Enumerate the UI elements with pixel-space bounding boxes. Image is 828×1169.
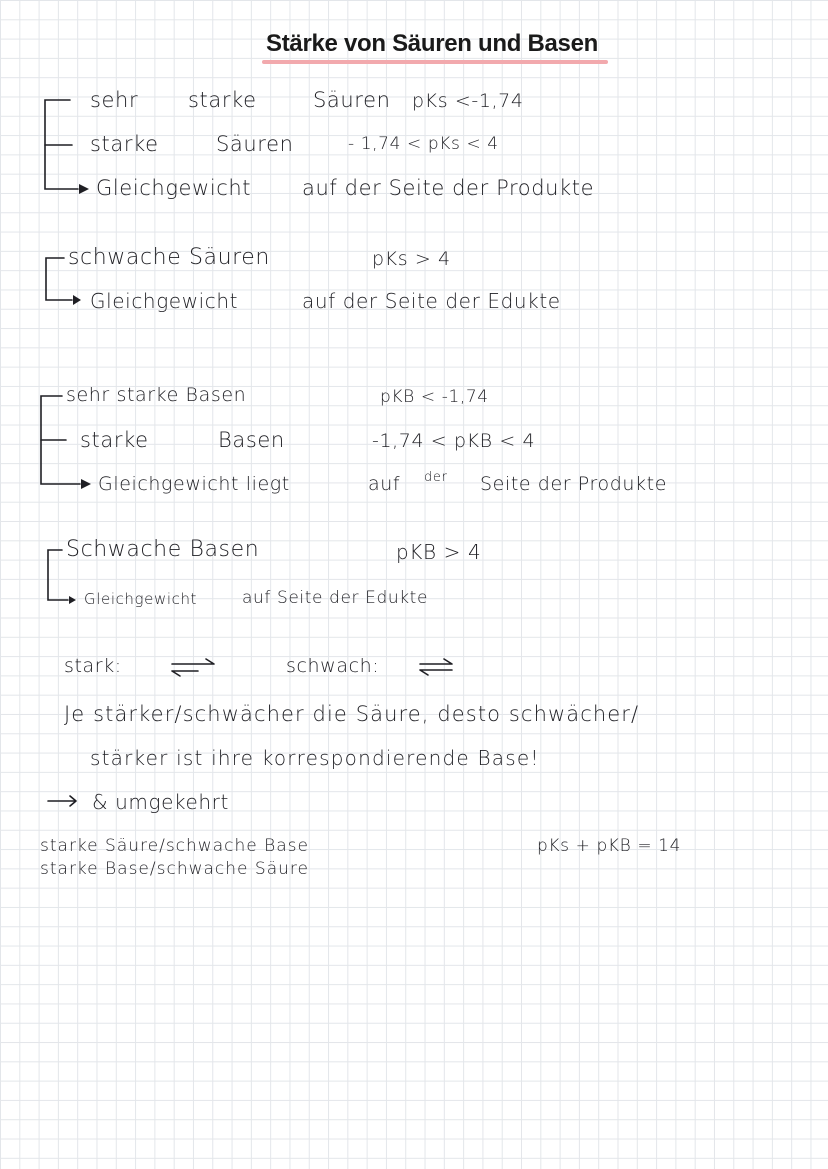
weak-bases-equilibrium-rest: auf Seite der Edukte [242,588,429,608]
equilibrium-educts-rest: auf der Seite der Edukte [302,289,561,313]
pks-pkb-sum: pKs + pKB = 14 [537,836,682,856]
strong-acids-word1: starke [90,132,159,156]
weak-bases-condition: pKB > 4 [396,540,482,564]
arrow-head-icon [81,479,91,489]
very-strong-acids-condition: pKs <-1,74 [412,90,524,112]
strong-bases-word1: starke [80,428,149,452]
weak-acids-label: schwache Säuren [68,245,270,270]
bases-equilibrium-label: Gleichgewicht liegt [98,473,290,495]
rule-arrow [48,796,76,806]
very-strong-acids-word3: Säuren [313,88,391,112]
bases-equilibrium-small: der [424,470,448,485]
weak-bases-label: Schwache Basen [66,537,260,562]
very-strong-acids-word1: sehr [90,88,139,112]
weak-acids-condition: pKs > 4 [372,248,451,270]
arrow-head-icon [69,596,76,604]
rule-line-1: Je stärker/schwächer die Säure, desto schwächer/ [64,702,640,726]
weak-bases-equilibrium-label: Gleichgewicht [84,590,198,608]
pair-strong-acid: starke Säure/schwache Base [40,836,309,856]
rule-line-2: stärker ist ihre korrespondierende Base! [90,746,540,770]
strong-acids-word2: Säuren [216,132,294,156]
very-strong-bases-condition: pKB < -1,74 [380,387,489,407]
strong-bases-word2: Basen [218,428,285,452]
equilibrium-arrow-weak [420,659,452,675]
equilibrium-products-label: Gleichgewicht [96,176,252,200]
pair-strong-base: starke Base/schwache Säure [40,859,309,879]
arrow-head-icon [73,295,81,305]
strong-bases-condition: -1,74 < pKB < 4 [372,430,536,452]
equilibrium-products-rest: auf der Seite der Produkte [302,176,595,200]
bracket-bases-weak [48,550,68,600]
rule-line-3: & umgekehrt [92,790,229,814]
arrow-head-icon [79,184,89,194]
very-strong-acids-word2: starke [188,88,257,112]
page-title: Stärke von Säuren und Basen [266,30,599,57]
bases-equilibrium-rest1: auf [368,473,401,495]
strong-notation-label: stark: [64,655,122,677]
equilibrium-arrow-strong [172,659,214,676]
equilibrium-educts-label: Gleichgewicht [90,289,239,313]
strong-acids-condition: - 1,74 < pKs < 4 [348,134,499,154]
bases-equilibrium-rest2: Seite der Produkte [480,473,667,495]
weak-notation-label: schwach: [286,655,380,677]
very-strong-bases-label: sehr starke Basen [66,384,247,406]
